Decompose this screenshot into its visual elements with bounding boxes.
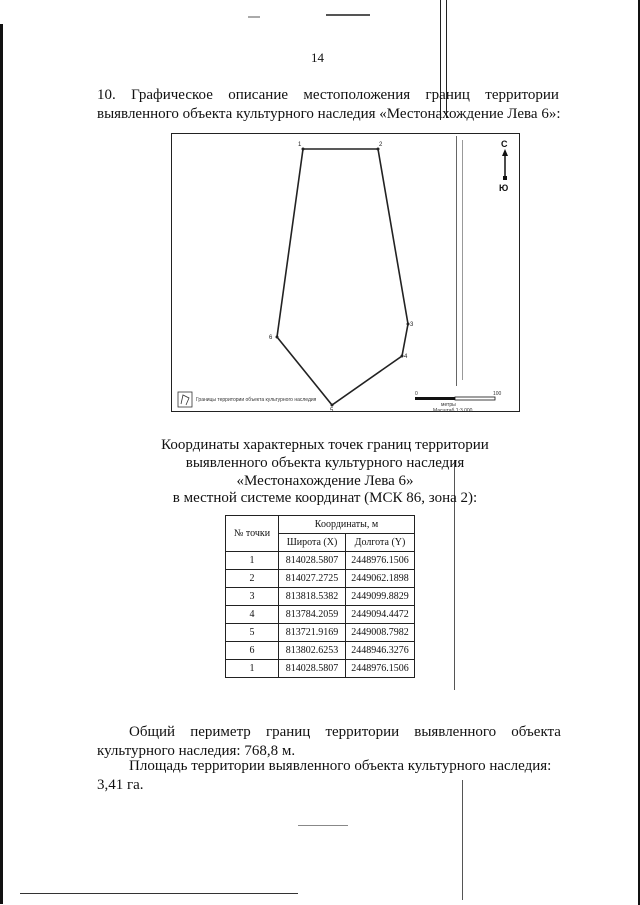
table-row: [226, 606, 415, 624]
legend-symbol-icon: [178, 392, 192, 407]
cell-point: 3: [226, 588, 279, 606]
scale-ratio: Масштаб 1:3 000: [433, 408, 473, 413]
heading-word: границ: [425, 87, 470, 103]
heading-word: Графическое: [131, 87, 213, 103]
section-heading: [97, 86, 559, 124]
point-label-4: 4: [404, 354, 408, 360]
cell-x: 813818.5382: [279, 588, 346, 606]
cell-x: 814028.5807: [279, 660, 346, 678]
cell-point: 1: [226, 552, 279, 570]
perimeter-paragraph: [97, 723, 561, 761]
table-header-row: [226, 516, 415, 534]
scan-speck: [298, 825, 348, 826]
perimeter-line2: культурного наследия: 768,8 м.: [97, 743, 296, 759]
scan-speck: [326, 14, 370, 16]
cell-y: 2448976.1506: [346, 660, 415, 678]
area-paragraph: [97, 757, 561, 795]
coord-title-line: в местной системе координат (МСК 86, зона 2):: [172, 490, 478, 506]
point-label-3: 3: [410, 322, 414, 328]
south-label: Ю: [499, 183, 509, 193]
map-legend: [178, 392, 317, 407]
cell-x: 813784.2059: [279, 606, 346, 624]
point-label-6: 6: [269, 335, 273, 341]
perimeter-word: Общий: [129, 724, 176, 740]
scan-edge-left: [0, 24, 3, 904]
header-lat: Широта (X): [279, 534, 346, 552]
scan-speck: [248, 16, 260, 18]
cell-x: 814028.5807: [279, 552, 346, 570]
heading-word: 10.: [97, 87, 116, 103]
cell-y: 2449008.7982: [346, 624, 415, 642]
boundary-point-5: [331, 404, 334, 407]
header-point: № точки: [226, 516, 279, 552]
cell-x: 813721.9169: [279, 624, 346, 642]
cell-x: 814027.2725: [279, 570, 346, 588]
header-coords: Координаты, м: [279, 516, 415, 534]
cell-y: 2448946.3276: [346, 642, 415, 660]
heading-word: территории: [485, 87, 559, 103]
boundary-map-svg: [172, 134, 521, 413]
boundary-polygon: [277, 149, 408, 405]
heading-word: описание: [228, 87, 288, 103]
coord-title-line: «Местонахождение Лева 6»: [236, 473, 414, 489]
point-label-5: 5: [330, 408, 334, 413]
cell-y: 2449094.4472: [346, 606, 415, 624]
coordinates-table: [225, 515, 415, 678]
legend-text: Границы территории объекта культурного наследия: [196, 397, 317, 403]
table-row: [226, 588, 415, 606]
table-row: [226, 570, 415, 588]
boundary-point-1: [302, 148, 305, 151]
section-heading-line2: выявленного объекта культурного наследия «Местонахождение Лева 6»:: [97, 106, 561, 122]
scan-artifact-line: [462, 780, 463, 900]
cell-y: 2448976.1506: [346, 552, 415, 570]
north-label: С: [501, 139, 508, 149]
heading-word: местоположения: [303, 87, 411, 103]
cell-point: 6: [226, 642, 279, 660]
cell-point: 4: [226, 606, 279, 624]
scan-artifact-line: [20, 893, 298, 894]
cell-point: 2: [226, 570, 279, 588]
table-row: [226, 624, 415, 642]
area-line2: 3,41 га.: [97, 777, 144, 793]
header-lon: Долгота (Y): [346, 534, 415, 552]
cell-point: 1: [226, 660, 279, 678]
perimeter-word: периметр: [190, 724, 251, 740]
perimeter-word: территории: [325, 724, 400, 740]
perimeter-word: объекта: [511, 724, 561, 740]
map-scale-bar: [415, 391, 502, 413]
cell-y: 2449062.1898: [346, 570, 415, 588]
table-row: [226, 552, 415, 570]
coord-title-line: Координаты характерных точек границ территории: [161, 437, 489, 453]
table-row: [226, 642, 415, 660]
scale-start: 0: [415, 391, 418, 397]
perimeter-word: выявленного: [414, 724, 497, 740]
perimeter-word: границ: [265, 724, 311, 740]
cell-point: 5: [226, 624, 279, 642]
north-arrow-icon: [499, 139, 508, 193]
coord-title-line: выявленного объекта культурного наследия: [185, 455, 465, 471]
table-row: [226, 660, 415, 678]
scale-unit: метры: [441, 402, 456, 408]
area-line1: Площадь территории выявленного объекта культурного наследия:: [129, 758, 552, 774]
point-label-2: 2: [379, 142, 383, 148]
page-number: 14: [311, 50, 324, 65]
cell-y: 2449099.8829: [346, 588, 415, 606]
section-heading-line1: [97, 86, 559, 105]
scale-end: 100: [493, 391, 502, 397]
cell-x: 813802.6253: [279, 642, 346, 660]
point-label-1: 1: [298, 142, 302, 148]
perimeter-line1: [97, 723, 561, 742]
boundary-point-6: [276, 336, 279, 339]
boundary-map: [171, 133, 520, 412]
